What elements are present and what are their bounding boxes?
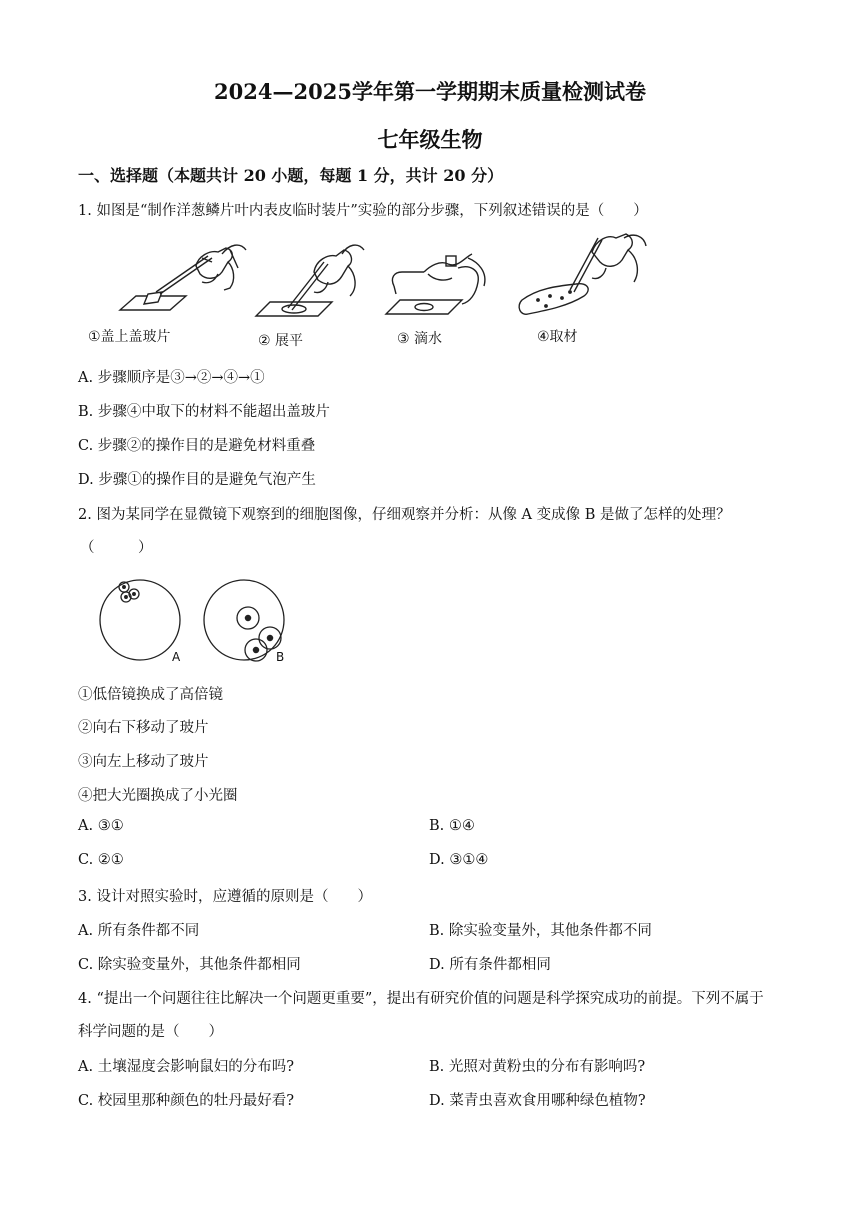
q3-option-d: D. 所有条件都相同 [429, 957, 551, 973]
q2-stem-line2: （ ） [80, 540, 153, 556]
q3-option-b: B. 除实验变量外，其他条件都不同 [429, 923, 652, 939]
exam-title: 2024—2025学年第一学期期末质量检测试卷 [214, 79, 646, 104]
view-a-label: A [172, 650, 181, 664]
q1-caption-1: ①盖上盖玻片 [88, 329, 171, 345]
q4-stem-line1: 4. “提出一个问题往往比解决一个问题更重要”，提出有研究价值的问题是科学探究成功的前提。下列不属于 [78, 991, 764, 1007]
step3-drop-water-drawing [386, 254, 485, 314]
q1-option-a: A. 步骤顺序是③→②→④→① [78, 370, 265, 386]
q2-microscope-figure [96, 578, 296, 668]
q2-option-b: B. ①④ [429, 818, 475, 834]
q3-option-c: C. 除实验变量外，其他条件都相同 [78, 957, 301, 973]
q4-stem-line2: 科学问题的是（ ） [78, 1024, 223, 1040]
q4-option-d: D. 菜青虫喜欢食用哪种绿色植物? [429, 1093, 646, 1109]
view-b-label: B [276, 650, 285, 664]
q2-option-d: D. ③①④ [429, 852, 489, 868]
step2-spread-drawing [256, 245, 364, 316]
q1-steps-figure [118, 228, 648, 328]
q1-stem: 1. 如图是“制作洋葱鳞片叶内表皮临时装片”实验的部分步骤，下列叙述错误的是（ ） [78, 203, 648, 219]
q2-item-3: ③向左上移动了玻片 [78, 754, 209, 770]
q1-option-b: B. 步骤④中取下的材料不能超出盖玻片 [78, 404, 330, 420]
q1-caption-2: ② 展平 [258, 333, 304, 349]
q4-option-a: A. 土壤湿度会影响鼠妇的分布吗? [78, 1059, 294, 1075]
q2-stem-line1: 2. 图为某同学在显微镜下观察到的细胞图像，仔细观察并分析：从像 A 变成像 B 是做了怎样的处理？ [78, 507, 731, 523]
section-heading: 一、选择题（本题共计 20 小题，每题 1 分，共计 20 分） [78, 166, 504, 185]
step4-take-material-drawing [519, 234, 646, 314]
q2-option-a: A. ③① [78, 818, 124, 834]
q2-item-1: ①低倍镜换成了高倍镜 [78, 687, 223, 703]
q1-caption-3: ③ 滴水 [397, 331, 443, 347]
q3-stem: 3. 设计对照实验时，应遵循的原则是（ ） [78, 889, 372, 905]
step1-cover-slip-drawing [120, 245, 246, 310]
q1-option-c: C. 步骤②的操作目的是避免材料重叠 [78, 438, 316, 454]
view-b-circle [204, 580, 284, 660]
q1-option-d: D. 步骤①的操作目的是避免气泡产生 [78, 472, 316, 488]
q3-option-a: A. 所有条件都不同 [78, 923, 200, 939]
q2-option-c: C. ②① [78, 852, 124, 868]
q4-option-b: B. 光照对黄粉虫的分布有影响吗? [429, 1059, 646, 1075]
q2-item-4: ④把大光圈换成了小光圈 [78, 788, 238, 804]
q2-item-2: ②向右下移动了玻片 [78, 720, 209, 736]
exam-subtitle: 七年级生物 [377, 127, 483, 152]
q4-option-c: C. 校园里那种颜色的牡丹最好看? [78, 1093, 295, 1109]
view-a-circle [100, 580, 180, 660]
q1-caption-4: ④取材 [537, 329, 578, 345]
